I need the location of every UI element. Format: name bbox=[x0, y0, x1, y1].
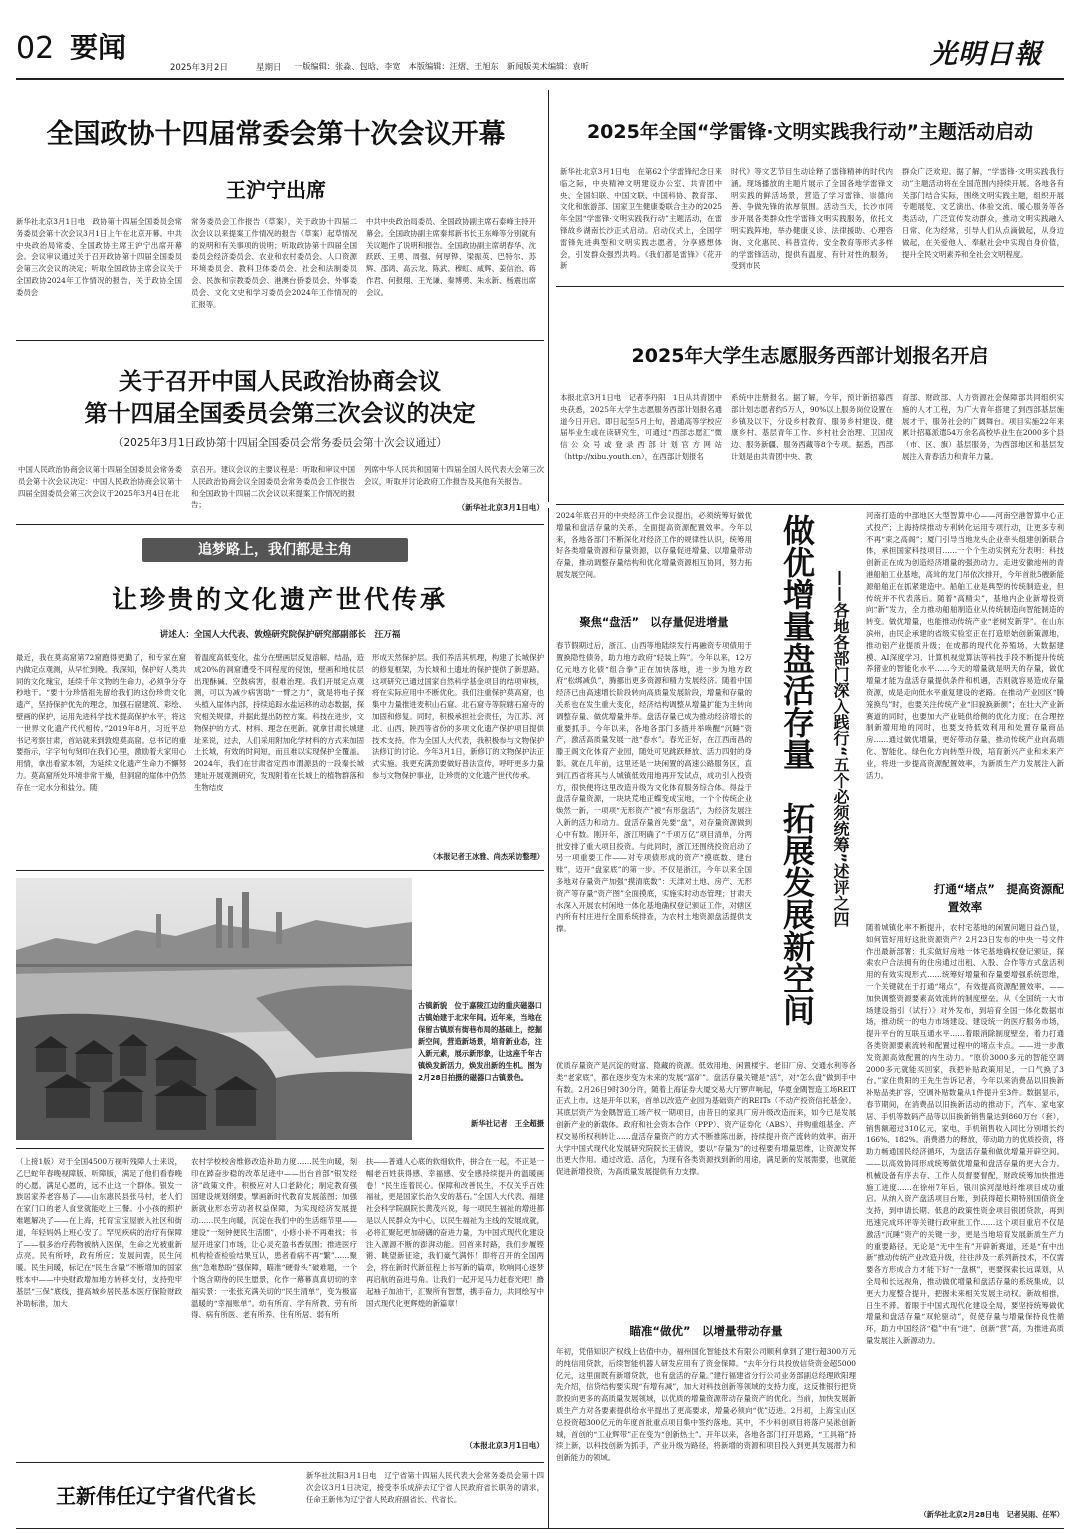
article-title-line1: 关于召开中国人民政治协商会议 bbox=[119, 369, 441, 395]
article-body-col2: 优质存量资产是沉淀的财富、隐藏的资源。低效用地、闲置楼宇、老旧厂房、交通水利等各类“老家底”，都在逐步变为未来的发展“富矿”。盘活存量关键是“活”，对“怎么盘”做到手中有数。2月26日9时30分许，随着上海证券大厦交易大厅锣声响起，华夏金隅智造工场REIT正式上市。这是开年以来，首单以改造产业园为基础资产的REITs（不动产投资信托基金）。其底层资产为金隅智造工场产权一期项目，由昔日的家具厂房升级改造而来，如今已是发展创新产业的新载体。政府和社会资本合作（PPP）、资产证券化（ABS）、并购重组基金、产权交易所权利转让……盘活存量资产的方式不断推陈出新，持续提升资产流转的效率。南开大学中国式现代化发展研究院院长王倩说，要以“存量为”的过程要有增量思维，让资源发挥出更大作用。通过改造、活化，为现有各类资源找到新的用途，满足新的发展需要，也就能促进新增投资，为高质量发展提供有力支撑。 bbox=[556, 1061, 856, 1177]
vertical-divider bbox=[548, 90, 549, 502]
article-body-col3: 形成天然保护层。我们养活其机理，构建了长城保护的修复框架，为长城和土遗址的保护提供了新思路。这项研究已通过国家自然科学基金项目的结项审核，将在实际应用中不断优化。我们注重保护莫高窟，也集中力量推进麦积山石窟、北石窟寺等院辖石窟寺的加固和修复。同时，积极承担社会责任，为江苏、河北、山西、陕西等省份的多项文化遗产保护项目提供技术支持。作为全国人大代表，我积极参与文物保护法修订的讨论。今年3月1日，新修订的文物保护法正式实施。我更充满劲要做好普法宣传，呼吁更多力量参与文物保护事业，让珍贵的文化遗产世代传承。 bbox=[372, 653, 544, 780]
photo-credit: 新华社记者 王全超摄 bbox=[471, 1119, 544, 1128]
article-body-col3b: 随着城镇化率不断提升，农村宅基地的闲置问题日益凸显，如何管好用好这批资源资产？2月23日发布的中央一号文件作出最新部署：扎实做好房地一体宅基地确权登记颁证，探索农户合法拥有的住房通过出租、入股、合作等方式盘活利用的有效实现形式……统筹好增量和存量要增强系统思维，一个关键就在于打通“堵点”，有效提高资源配置效率。——加快调整资源要素高效流转的制度壁垒。从《全国统一大市场建设指引（试行）》对外发布，到培育全国一体化数据市场，推动统一的电力市场建设、建设统一的医疗服务市场，提升平台的互联互通水平……着眼消除制度壁垒，着力打通各类资源要素流转和配置过程中的堵点卡点。——进一步激发资源高效配置的内生动力。“原价3000多元的智能空调2000多元就能买回家，我把补贴政策用足，一口气换了3台。”家住贵阳的王先生告诉记者，今年以来消费品以旧换新补贴品类扩容，空调补贴数量从1件提升至3件。数据显示，春节期间，在消费品以旧换新活动的推动下，汽车、家电家居、手机等数码产品等以旧换新销售量达到860万台（套），销售额超过310亿元，家电、手机销售收入同比分别增长约166%、182%。消费潜力的释放，带动助力的优质投资，将助力畅通国民经济循环，为盘活存量和做优增量开辟空间。——以高效协同形成统筹做优增量和盘活存量的更大合力。机械设备有序去存、工作人员督要督配，财政统筹加快推进施工进度……在徐州7年后，银川滨河湿地纤维项目成功重启。从纳入资产盘活项目台账，到获得超长期特别国债资金支持，到申请长期、低息的政策性资金项目银团贷款，再到迅速完成环评等关键行政审批工作……这个项目重启不仅是激活“沉睡”资产的关键一步，更是当地培育发展新质生产力的重要路径。无论是“无中生有”开辟新赛道，还是“有中出新”推动传统产业改造升级，往往涉及一系列新技术，不仅需要各方形成合力才能下好“一盘棋”，更要探索长远谋划，从全局和长远视角，推动做优增量和盘活存量的系统集成，以更大力度整合提升，把握未来相关发展主动权。新故相推，日生不滞。着眼于中国式现代化建设全局，要坚持统筹做优增量和盘活存量“双轮驱动”，促使存量与增量保持良性循环，助力中国经济“稳”中有“进”、创新“营”高，为推进高质量发展注入新源动力。 bbox=[866, 923, 1064, 1345]
article-byline: 讲述人：全国人大代表、敦煌研究院保护研究部副部长 汪万福 bbox=[159, 630, 401, 640]
article-body-col1: 本报北京3月1日电 记者李丹阳 1日从共青团中央获悉，2025年大学生志愿服务西部计划报名通道今日开启。即日起至5月上旬，普通高等学校应届毕业生或在读研究生，可通过“西部志愿汇”微信公众号或登录西部计划官方网站（http://xibu.youth.cn），在西部计划报名 bbox=[560, 393, 722, 461]
horizontal-divider bbox=[16, 1148, 544, 1149]
article-body-col3: 中共中央政治局委员、全国政协副主席石泰峰主持开幕会。全国政协副主席秦邦新书长王东峰等分别就有关议题作了说明和报告。全国政协副主席胡春华、沈跃跃、王勇、周强、何厚铧、梁振英、巴特尔、苏辉、邵鸿、高云龙、陈武、穆虹、咸辉、姜信治、蒋作君、何报翔、王光谦、秦博勇、朱永新、杨震出席会议。 bbox=[366, 217, 536, 297]
article-title: 王新伟任辽宁省代省长 bbox=[56, 1484, 256, 1508]
article-intro: 2024年底召开的中央经济工作会议提出，必须统筹好做优增量和盘活存量的关系，全面提高资源配置效率。今年以来，各地各部门不断深化对经济工作的规律性认识，统筹用好各类增量资源和存量资源，以存量促进增量、以增量带动存量，推动调整存量结构和优化增量资源相互协同，努力拓展发展空间。 bbox=[556, 511, 752, 579]
photo-caption bbox=[418, 1000, 544, 1140]
article-body-col2: 着温度高低变化，盐分在壁画层反复溶解、结晶，造成20%的洞窟遭受不同程度的侵蚀，壁画和地仗层出现酥碱、空鼓病害，很难治理。我们开展定点观测，可以为减少病害助“一臂之力”，就是将电子探头植入崖体内部，持续追踪水盐运移的动态数据，探究相关规律，并据此提出防控方案。科技在进步，文物保护的方式、材料、理念在更新。就拿甘肃长城建址来说，过去，人们采用附加化学材料的方式来加固土长城，有效的时间短，而且难以实现保护全覆盖。2024年，我们在甘肃省定西市渭源县的一段秦长城建址开展观测研究，发现附着在长城上的植物群落和生物结皮 bbox=[194, 653, 364, 792]
article-credit: （本报记者王冰雅、尚杰采访整理） bbox=[428, 852, 544, 861]
article-body-col2: 农村学校校舍维修改造补助力度……民生向暖，刻印在踔奋步稳的改革足迹中——出台首部“银发经济”政策文件，积极应对人口老龄化；制定教育强国建设规划纲要，擘画新时代教育发展蓝图；加强新就业形态劳动者权益保障，为实现经济发展提动……民生向暖，沉淀在我们中的生活细节里——建设“一刻钟便民生活圈”，小修小补不再难找；书屋开进家门市场，让心灵充盈书香氛围；推进医疗机构检查检验结果互认，患者看病不再“繁”……聚焦“急难愁盼”强保障，瞄准“硬骨头”破难题，一个个饱含期待的民生愿景，化作一幕幕真真切切的幸福实景：一张张充满关切的“民生清单”，变为极富温暖的“幸福账单”。幼有所育、学有所教、劳有所得、病有所医、老有所养、住有所居、弱有所 bbox=[191, 1157, 357, 1320]
article-body-col3: 群众广泛欢迎。据了解，“学雷锋·文明实践我行动”主题活动将在全国范围内持续开展。各地各有关部门结合实际，围绕文明实践主题，组织开展专题展览、文艺演出、体验交流、暖心服务等各类活动，广泛宣传发动群众，推动文明实践融入日常、化为经常，引导人们从点滴做起，从身边做起，在关爱他人、奉献社会中实现自身价值，提升全民文明素养和全社会文明程度。 bbox=[902, 167, 1064, 259]
article-body-col2: 系统中注册报名。据了解，今年，预计新招募西部计划志愿者约5万人，90%以上服务岗位设置在乡镇及以下，分设乡村教育、服务乡村建设、健康乡村、基层青年工作、乡村社会治理、卫国戍边、服务新疆、服务西藏等8个专项。据悉，西部计划是由共青团中央、教 bbox=[731, 393, 893, 461]
photo-illustration bbox=[16, 878, 412, 1140]
horizontal-divider bbox=[16, 340, 544, 341]
article-body-col3: 列席中华人民共和国第十四届全国人民代表大会第三次会议，听取并讨论政府工作报告及其他有关报告。 bbox=[364, 465, 544, 486]
vertical-divider bbox=[548, 508, 549, 1528]
article-title: 让珍贵的文化遗产世代传承 bbox=[111, 585, 448, 614]
article-body-col1: 新华社北京3月1日电 在第62个学雷锋纪念日来临之际，中央精神文明建设办公室、共青团中央、全国妇联、中国文联、中国科协、教育部、文化和旅游部、国家卫生健康委联合主办的2025年全国“学雷锋·文明实践我行动”主题活动，在雷锋故乡湖南长沙正式启动。启动仪式上，全国学雷锋先进典型和文明实践志愿者，分享感想体会，引发群众强烈共鸣。《我们都是雷锋》《花开新 bbox=[560, 167, 722, 271]
article-body-col3: 河南打造的中部地区大型智算中心——河南空港智算中心正式投产；上海持续推动专利转化运用专项行动，让更多专利不再“束之高阁”；厦门引导当地龙头企业牵头组建创新联合体，承担国家科技项目……一个个生动实例充分表明：科技创新正在成为创造经济增量的强劲动力。走进安徽池州的青港船舶工业基地，高耸的龙门吊依次排开，今年首批5艘新能源船舶正在抓紧建造中。船舶工业是典型的传统制造业，但传统并不代表落后。随着“高精尖”，基地内企业新增投资向“新”发力，全力推动船舶制造业从传统制造向智能制造的转变。做优增量，也能推动传统产业“老树发新芽”。在山东滨州，由民企承建的省级实验室正在打造原始创新策源地，推动铝产业提质升级；在成都的现代化养殖场，大数据建模、AI深度学习、计算机视觉算法等科技手段不断提升传统养猪业的智能化水平……今天的增量就是明天的存量，做优增量才能为盘活存量提供条件和机遇，否则就容易造成存量资源，成是走向低水平重复建设的老路。在推动产业园区“腾笼换鸟”时，也要关注传统产业“旧貌换新颜”；在壮大产业新赛道的同时，也要加大产业链供给侧的优化力度；在合理控制新增用地的同时，也要支持低效利用和处置存量商品房……通过做优增量，更好带动存量，推动传统产业向高端化、智能化、绿色化方向转型升级，培育新兴产业和未来产业，将进一步提高资源配置效率，为新质生产力发展注入新活力。 bbox=[866, 511, 1064, 780]
article-credit: （新华社北京3月1日电） bbox=[457, 503, 544, 512]
page-number: 02 bbox=[16, 31, 55, 66]
column-banner bbox=[142, 538, 408, 562]
section-heading-1: 聚焦“盘活” 以存量促进增量 bbox=[579, 616, 729, 629]
horizontal-divider bbox=[556, 286, 1064, 287]
banner-text: 追梦路上，我们都是主角 bbox=[198, 542, 352, 558]
editors-line: 一版编辑：张淼、包晗、李宽 本版编辑：汪熠、王旭东 新闻版美术编辑：袁昕 bbox=[294, 61, 589, 71]
article-title-line2: 第十四届全国委员会第三次会议的决定 bbox=[84, 401, 476, 427]
horizontal-divider bbox=[16, 870, 544, 871]
article-title: 2025年大学生志愿服务西部计划报名开启 bbox=[631, 345, 989, 367]
article-title: 2025年全国“学雷锋·文明实践我行动”主题活动启动 bbox=[586, 121, 1034, 143]
commentary-subtitle: ——各地各部门深入践行“五个必须统筹”述评之四 bbox=[831, 570, 850, 928]
article-subtitle: （2025年3月1日政协第十四届全国委员会常务委员会第十次会议通过） bbox=[112, 437, 448, 449]
horizontal-divider bbox=[16, 524, 544, 525]
article-title: 全国政协十四届常委会第十次会议开幕 bbox=[46, 119, 506, 150]
section-heading-3-line2: 置效率 bbox=[947, 900, 983, 914]
article-body-col1: 春节假期过后，浙江、山西等地陆续发行再融资专项债用于置换隐性债务，助力地方政府“轻装上阵”。今年以来，12万亿元地方化债“组合拳”正在加快落地，进一步为地方政府“松绑减负”，腾挪出更多资源和精力发展经济。随着中国经济已由高速增长阶段转向高质量发展阶段，增量和存量的关系也在发生重大变化，经济结构调整从增量扩能为主转向调整存量、做优增量并举。盘活存量已成为推动经济增长的重要抓手。今年以来，各地各部门多措并举唤醒“沉睡”资产，激活高质量发展一池“春水”。春光正好，在江西南昌的滕王阁文化体育产业园，随处可见跳跃释放、活力四射的身影。就在几年前，这里还是一块闲置的高速公路服务区，直到江西省将其与人城镇低效用地再开发试点，成功引入投资方，很快便将这里改造升级为文化体育服务综合体。得益于盘活存量资源，一块块荒地正蝶变成宝地，一个个传统企业焕然一新，一项项“无形资产”被“有形盘活”，为经济发展注入新的活力和动力。盘活存量首先要“盘”，对存量资源做到心中有数。刚开年，浙江明确了“千项万亿”项目清单，分两批安排了重大项目投资。与此同时，浙江还围绕投资启动了另一项重要工作——对专项债形成的资产“摸底数、建台账”，迈开“盘家底”的第一步。不仅是浙江，今年以来全国多地对存量资产加强“摸清底数”：天津对土地、房产、无形资产等存量“资产图”全面摸底，实施实时动态管理；甘肃天水深入开展农村闲地一体化基地确权登记颁证工作，对辖区内所有村庄进行全面系统排查，为农村土地资源盘活提供支撑。 bbox=[556, 641, 752, 934]
photo-caption-text: 古镇新貌 位于嘉陵江边的重庆磁器口古镇始建于北宋年间。近年来，当地在保留古镇原有街巷布局的基础上，挖掘新空间，营造新场景，培育新业态，注入新元素，展示新形象，让这座千年古镇焕发新活力，焕发出新的生机。图为2月28日拍摄的磁器口古镇景色。 bbox=[418, 1001, 543, 1082]
paper-logo: 光明日報 bbox=[930, 39, 1042, 70]
article-credit: （本报北京3月1日电） bbox=[465, 1441, 544, 1450]
issue-date: 2025年3月2日 bbox=[170, 63, 228, 73]
article-body-col2b: 年初，凭借知识产权线上估值中办，福州国化智能技术有限公司顺利拿到了建行超300万元的纯信用贷款，后续智能机器人研发应用有了资金保障。“去年分行共投放信贷资金超5000亿元，这里面既有新增贷款，也有盘活的存量。”建行福建省分行公司业务部副总经理欧阳理先介绍，信贷结构要实现“有增有减”，加大对科技创新等领域的支持力度，这反推银行把贷款投向更多的高质量发展领域，以优质的增量资源带动存量资产的优化。当前，加快发展新质生产力对各要素提供给水平提出了更高要求，增量必须向“优”迈进。2月初，上海宝山区总投资超300亿元的年度首批重点项目集中签约落地。其中，不少科创项目将落户吴淞创新城，首创的“工业辉带”正在变为“创新热土”。开年以来，各地各部门打开思路，“工具箱”持续上新，以科技创新为抓手，产业升级为路径，将新增的资源和项目投入到更具发展潜力和创新能力的领域。 bbox=[556, 1347, 856, 1463]
section-heading-3-line1: 打通“堵点” 提高资源配 bbox=[933, 882, 1064, 896]
issue-weekday: 星期日 bbox=[256, 63, 282, 73]
article-body-col1: 最近，我在莫高窟第72窟跑得更勤了，和专家在窟内做定点观测，从早忙到晚。我深知，保护好人类共同的文化瑰宝，延续千年文物的生命力，必须争分夺秒地干。“要十分珍惜祖先留给我们的这份珍贵文化遗产，坚持保护优先的理念，加强石窟建筑、彩绘、壁画的保护，运用先进科学技术提高保护水平，将这一世界文化遗产代代相传。”2019年8月，习近平总书记考察甘肃，首站就来到敦煌莫高窟。总书记的重要指示，字字句句刻印在我们心里，激励着大家用心用情，拿出看家本领，为延续文化遗产生命力不懈努力。莫高窟所处环境非常干燥，但洞窟的崖体中仍然存在一定水分和盐分。随 bbox=[16, 653, 186, 792]
horizontal-divider bbox=[556, 504, 1064, 505]
article-body-col3: 育部、财政部、人力资源社会保障部共同组织实施的人才工程，为广大青年搭建了到西部基层施展才干、服务社会的广阔舞台。项目实施22年来累计招募派遣54万余名高校毕业生在2000多个县（市、区、旗）基层服务，为西部地区和基层发展注入青春活力和青年力量。 bbox=[902, 393, 1064, 461]
bottom-rule bbox=[16, 1528, 1064, 1529]
masthead bbox=[0, 0, 1080, 82]
commentary-title: 做优增量盘活存量 拓展发展新空间 bbox=[778, 514, 816, 1026]
masthead-rule bbox=[16, 78, 1064, 80]
section-heading-2: 瞄准“做优” 以增量带动存量 bbox=[629, 1324, 783, 1338]
article-body-col2: 京召开。建议会议的主要议程是：听取和审议中国人民政治协商会议全国委员会常务委员会工作报告和全国政协十四届二次会议以来提案工作情况的报告； bbox=[191, 465, 355, 510]
article-body: 新华社沈阳3月1日电 辽宁省第十四届人民代表大会常务委员会第十四次会议3月1日决定，接受李乐成辞去辽宁省人民政府省长职务的请求，任命王新伟为辽宁省人民政府副省长、代省长。 bbox=[306, 1471, 544, 1504]
article-body-col2: 时代》等文艺节目生动诠释了雷锋精神的时代内涵。现场播放的主题片展示了全国各地学雷锋文明实践的鲜活场景，营造了学习雷锋、崇德向善、争做先锋的浓厚氛围。活动当天，长沙市同步开展各类群众性学雷锋文明实践服务，依托文明实践阵地，举办健康义诊、法律援助、心理咨询、文化惠民、科普宣传、安全教育等形式多样的学雷锋活动，提供有温度、有针对性的服务，受到市民 bbox=[731, 167, 893, 271]
photo-ciqikou-town bbox=[16, 878, 412, 1140]
article-body-col3: 扶——普通人心底的软细软件，拼合在一起，不正是一幅老百姓获得感、幸福感、安全感持续提升的温暖画卷！“民生连着民心。保障和改善民生，不仅关乎百姓福祉，更是国家长治久安的基石。”全国人大代表、福建社会科学院副院长黄茂兴说，每一项民生福祉的增进都是以人民群众为中心，以民生福祉为主线的发展成就，必将汇聚起更加磅礴的奋进力量，为中国式现代化建设注入源源不断的澎湃动能。回首来时路，我们步履铿锵、眺望新征途，我们豪气满怀！即将召开的全国两会，将在新时代新征程上书写新的篇章，吹响同心逐梦再启航的奋进号角。让我们一起开足马力赶春光吧！撸起袖子加油干，汇聚所有智慧，携手奋力，共同绘写中国式现代化更辉煌的新篇章！ bbox=[366, 1157, 544, 1308]
article-body-col1: （上接1版）对于全国4500万视听残障人士来说，乙巳蛇年春晚视障版、听障版，满足了他们看春晚的心愿。满足心愿的，远不止这一个群体。银发一族居家养老容易了——山东惠民县张马村，老人们在家门口的老人食堂就能吃上三餐。小小孩的照护难题解决了——在上海，托育宝宝屋嵌入社区和街道，年轻妈妈上班心安了。罕见疾病的治疗有保障了——很多治疗药物被纳入医保，生命之光被重新点亮。民有所呼，政有所应；发展问需，民生问暖。民生问暖，标记在“民生含量”不断增加的国家账本中——中央财政增加地方转移支付，支持兜牢基层“三保”底线，提高城乡居民基本医疗保险财政补助标准，加大 bbox=[16, 1157, 182, 1308]
article-credit: （新华社北京2月28日电 记者吴雨、任军） bbox=[919, 1510, 1064, 1519]
article-subtitle: 王沪宁出席 bbox=[226, 178, 326, 202]
section-name: 要闻 bbox=[70, 31, 127, 64]
article-body-col1: 中国人民政治协商会议第十四届全国委员会常务委员会第十次会议决定：中国人民政治协商会议第十四届全国委员会第三次会议于2025年3月4日在北 bbox=[18, 465, 182, 498]
article-body-col2: 常务委员会工作报告（草案），关于政协十四届二次会议以来提案工作情况的报告（草案）起草情况的说明和有关事项的说明；听取政协第十四届全国委员会经济委员会、农业和农村委员会、人口资源环境委员会、教科卫体委员会、社会和法制委员会、民族和宗教委员会、港澳台侨委员会、外事委员会、文化文史和学习委员会2024年工作情况的汇报等。 bbox=[191, 217, 357, 309]
horizontal-divider bbox=[16, 1462, 544, 1463]
article-body-col1: 新华社北京3月1日电 政协第十四届全国委员会常务委员会第十次会议3月1日上午在北京开幕。中共中央政治局常委、全国政协主席王沪宁出席开幕会。会议审议通过关于召开政协第十四届全国委员会第三次会议的决定；听取全国政协主席会议关于全国政协2024年工作情况的报告，关于政协全国委员会 bbox=[16, 217, 182, 297]
